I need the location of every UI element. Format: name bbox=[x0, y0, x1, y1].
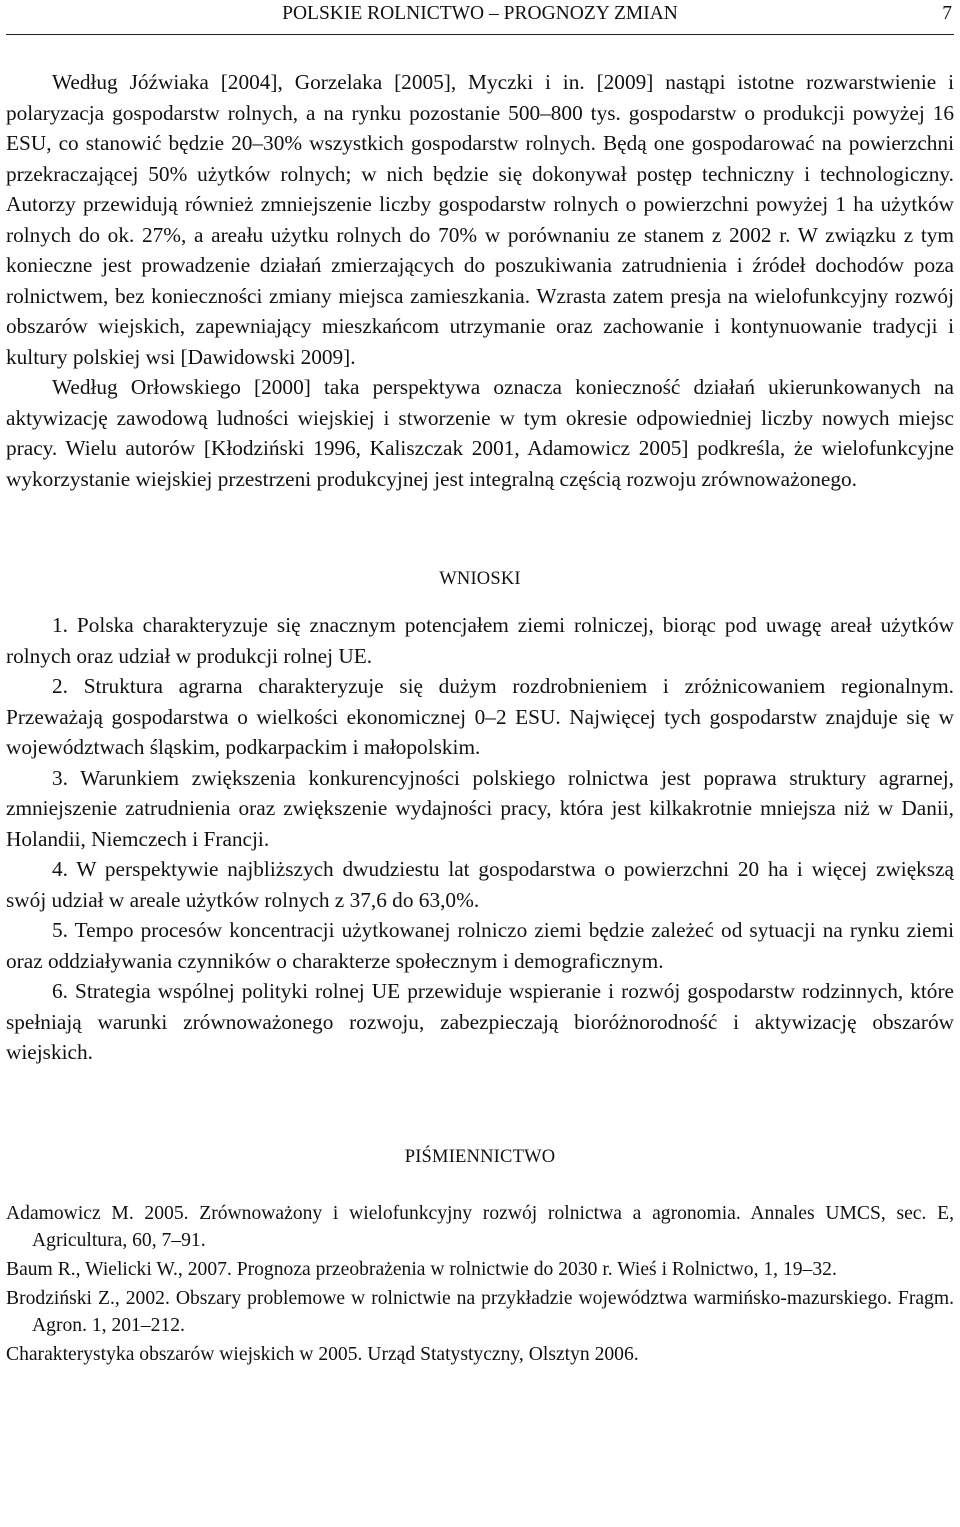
reference-item: Charakterystyka obszarów wiejskich w 2005. Urząd Statystyczny, Olsztyn 2006. bbox=[6, 1343, 639, 1365]
page-number: 7 bbox=[942, 3, 952, 24]
reference-item: Baum R., Wielicki W., 2007. Prognoza przeobrażenia w rolnictwie do 2030 r. Wieś i Rolnictwo, 1, 19–32. bbox=[6, 1258, 837, 1280]
main-text bbox=[6, 67, 954, 494]
conclusion-item: 5. Tempo procesów koncentracji użytkowanej rolniczo ziemi będzie zależeć od sytuacji na rynku ziemi oraz oddziaływania czynników o charakterze społecznym i demograficznym. bbox=[6, 918, 954, 973]
running-header-title: POLSKIE ROLNICTWO – PROGNOZY ZMIAN bbox=[282, 3, 678, 24]
conclusion-item: 3. Warunkiem zwiększenia konkurencyjności polskiego rolnictwa jest poprawa struktury agrarnej, zmniejszenie zatrudnienia oraz zwiększenie wydajności pracy, która jest kilkakrotnie mniejsza niż w Danii, Holandii, Niemczech i Francji. bbox=[6, 765, 954, 851]
document-page bbox=[6, 0, 954, 1370]
conclusion-item: 4. W perspektywie najbliższych dwudziestu lat gospodarstwa o powierzchni 20 ha i więcej zwiększą swój udział w areale użytków rolnych z 37,6 do 63,0%. bbox=[6, 857, 954, 912]
body-paragraph: Według Orłowskiego [2000] taka perspektywa oznacza konieczność działań ukierunkowanych na aktywizację zawodową ludności wiejskiej i stworzenie w tym okresie odpowiedniej liczby nowych miejsc pracy. Wielu autorów [Kłodziński 1996, Kaliszczak 2001, Adamowicz 2005] podkreśla, że wielofunkcyjne wykorzystanie wiejskiej przestrzeni produkcyjnej jest integralną częścią rozwoju zrównoważonego. bbox=[6, 375, 954, 491]
running-header bbox=[6, 0, 954, 35]
references-heading: PIŚMIENNICTWO bbox=[404, 1146, 556, 1167]
conclusion-item: 6. Strategia wspólnej polityki rolnej UE przewiduje wspieranie i rozwój gospodarstw rodzinnych, które spełniają warunki zrównoważonego rozwoju, zabezpieczają bioróżnorodność i aktywizację obszarów wiejskich. bbox=[6, 979, 954, 1064]
conclusion-item: 1. Polska charakteryzuje się znacznym potencjałem ziemi rolniczej, biorąc pod uwagę areał użytków rolnych oraz udział w produkcji rolnej UE. bbox=[6, 613, 954, 668]
body-paragraph: Według Jóźwiaka [2004], Gorzelaka [2005], Myczki i in. [2009] nastąpi istotne rozwarstwienie i polaryzacja gospodarstw rolnych, a na rynku pozostanie 500–800 tys. gospodarstw o produkcji powyżej 16 ESU, co stanowić będzie 20–30% wszystkich gospodarstw rolnych. Będą one gospodarować na powierzchni przekraczającej 50% użytków rolnych; w nich będzie się dokonywał postęp techniczny i technologiczny. Autorzy przewidują również zmniejszenie liczby gospodarstw rolnych o powierzchni powyżej 1 ha użytków rolnych do ok. 27%, a areału użytku rolnych do 70% w porównaniu ze stanem z 2002 r. W związku z tym konieczne jest prowadzenie działań zmierzających do poszukiwania zatrudnienia i źródeł dochodów poza rolnictwem, bez konieczności zmiany miejsca zamieszkania. Wzrasta zatem presja na wielofunkcyjny rozwój obszarów wiejskich, zapewniający mieszkańcom utrzymanie oraz zachowanie i kontynuowanie tradycji i kultury polskiej wsi [Dawidowski 2009]. bbox=[6, 70, 954, 369]
conclusions-list bbox=[6, 610, 954, 1068]
references-list bbox=[6, 1200, 954, 1368]
conclusion-item: 2. Struktura agrarna charakteryzuje się dużym rozdrobnieniem i zróżnicowaniem regionalnym. Przeważają gospodarstwa o wielkości ekonomicznej 0–2 ESU. Najwięcej tych gospodarstw znajduje się w województwach śląskim, podkarpackim i małopolskim. bbox=[6, 674, 954, 759]
reference-item: Adamowicz M. 2005. Zrównoważony i wielofunkcyjny rozwój rolnictwa a agronomia. Annales UMCS, sec. E, Agricultura, 60, 7–91. bbox=[6, 1202, 954, 1251]
reference-item: Brodziński Z., 2002. Obszary problemowe w rolnictwie na przykładzie województwa warmińsko-mazurskiego. Fragm. Agron. 1, 201–212. bbox=[6, 1287, 954, 1336]
conclusions-heading: WNIOSKI bbox=[439, 569, 521, 589]
